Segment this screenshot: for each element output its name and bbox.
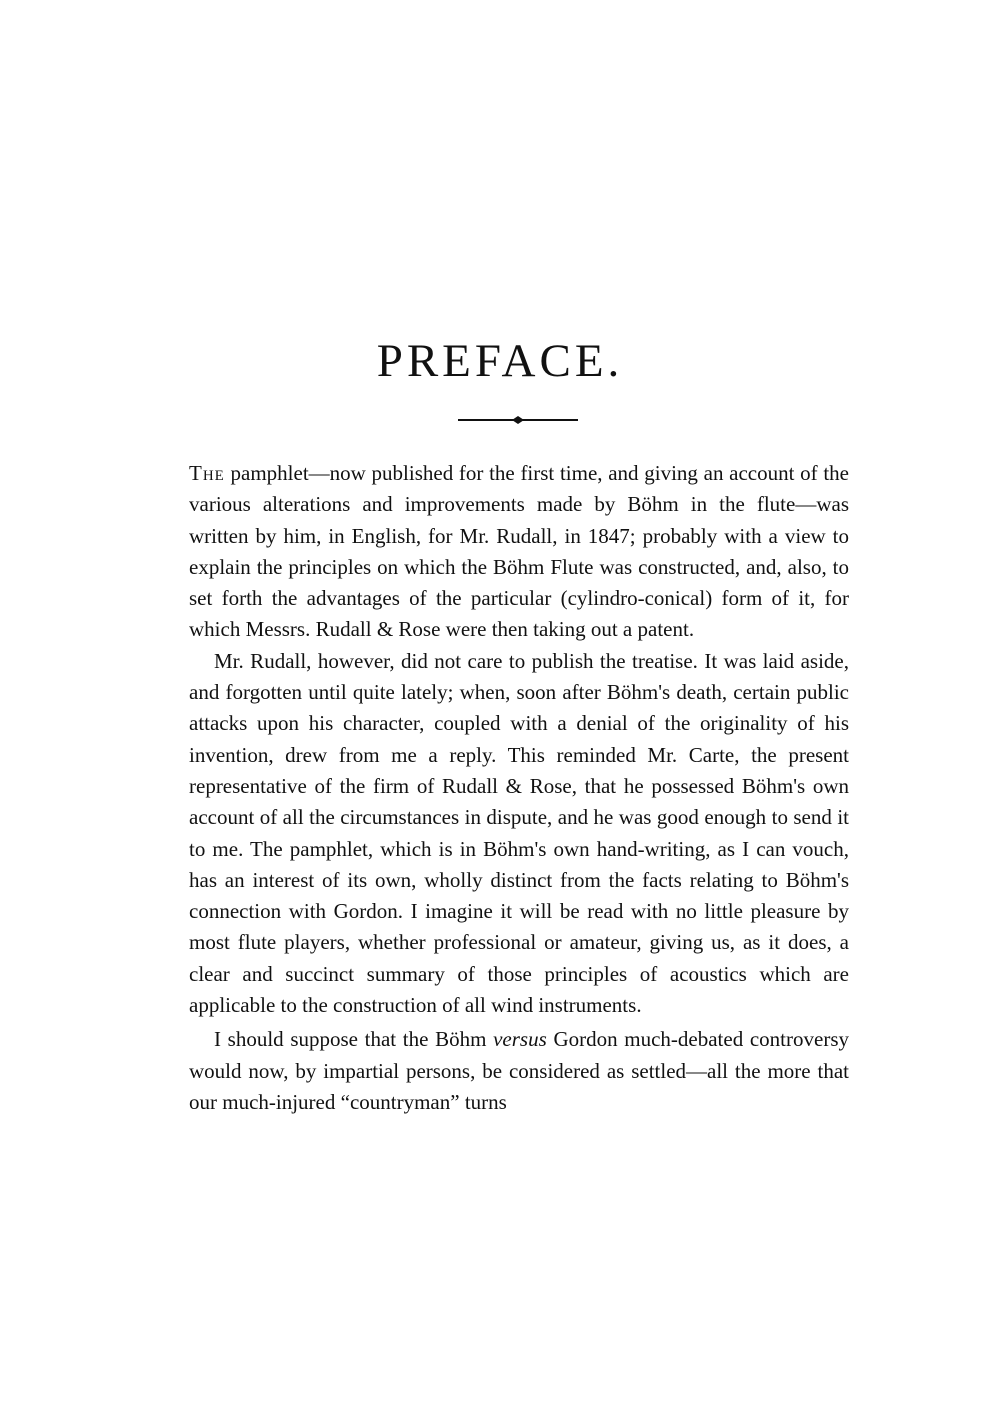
paragraph-1-text: pamphlet—now published for the first time, and giving an account of the various alterations and improvements made by Böhm in the flute—was written by him, in English, for Mr. Rudall, in 1847; probably with a view to explain the principles on which the Böhm Flute was constructed, and, also, to set forth the advantages of the particular (cylindro-conical) form of it, for which Messrs. Rudall & Rose were then taking out a patent. — [189, 461, 849, 642]
paragraph-3-before: I should suppose that the Böhm — [214, 1027, 494, 1052]
paragraph-lead: The — [189, 461, 225, 485]
paragraph-3-emphasis: versus — [493, 1027, 547, 1052]
page-title: PREFACE. — [376, 335, 624, 387]
body-text — [189, 458, 849, 1118]
paragraph-2: Mr. Rudall, however, did not care to publish the treatise. It was laid aside, and forgotten until quite lately; when, soon after Böhm's death, certain public attacks upon his character, coupled with a denial of the originality of his invention, drew from me a reply. This reminded Mr. Carte, the present representative of the firm of Rudall & Rose, that he possessed Böhm's own account of all the circumstances in dispute, and he was good enough to send it to me. The pamphlet, which is in Böhm's own hand-writing, as I can vouch, has an interest of its own, wholly distinct from the facts relating to Böhm's connection with Gordon. I imagine it will be read with no little pleasure by most flute players, whether professional or amateur, giving us, as it does, a clear and succinct summary of those principles of acoustics which are applicable to the construction of all wind instruments. — [189, 648, 849, 1018]
paragraph-3 — [189, 1024, 849, 1118]
paragraph-1 — [189, 458, 849, 646]
paragraph-3-after: Gordon much-debated controversy would now, by impartial persons, be considered as settled—all the more that our much-injured “countryman” turns — [189, 1027, 849, 1114]
divider-ornament — [458, 412, 578, 428]
